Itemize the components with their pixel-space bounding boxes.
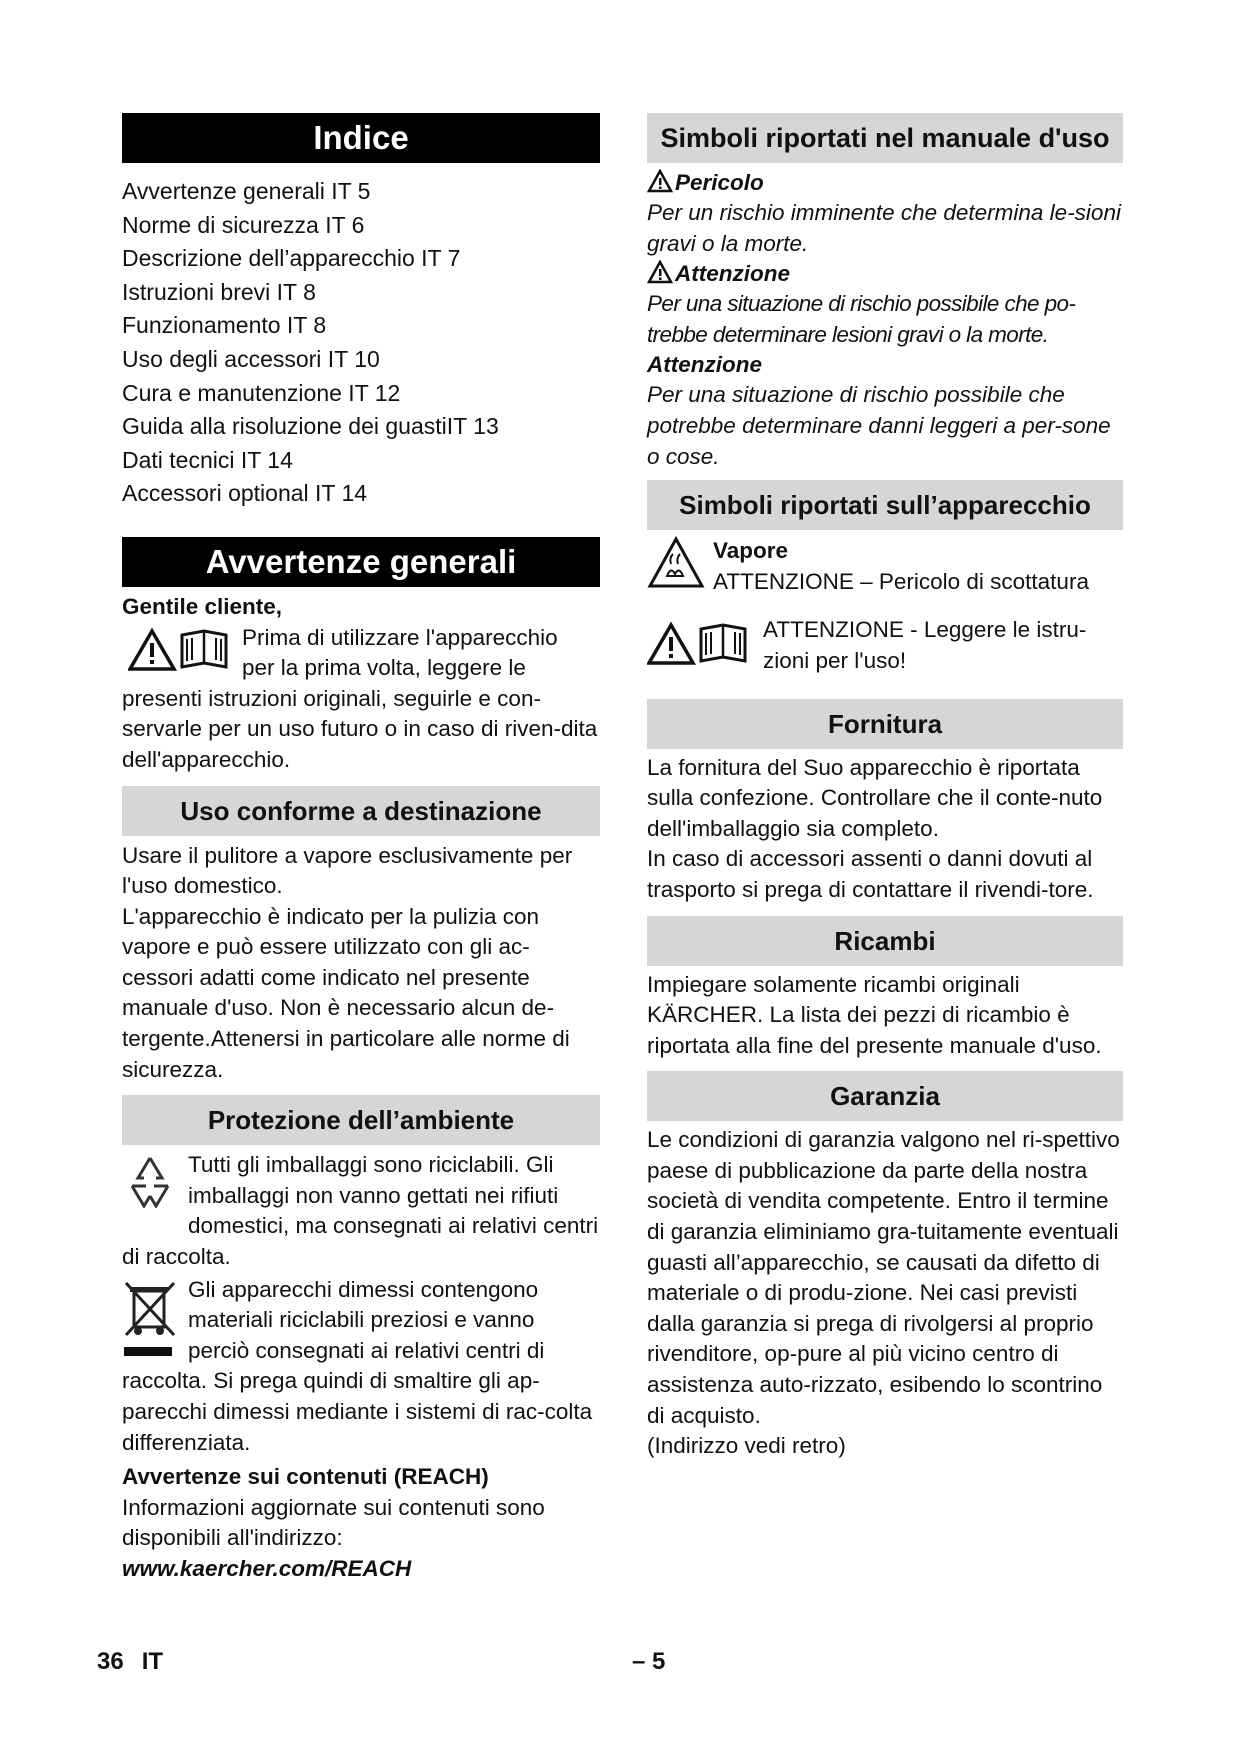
read-manual-symbol-row: [647, 615, 1123, 676]
supply-heading: Fornitura: [647, 699, 1123, 749]
general-intro: [122, 623, 600, 684]
toc-heading: Indice: [122, 113, 600, 163]
warranty-heading: Garanzia: [647, 1071, 1123, 1121]
weee-text: Gli apparecchi dimessi contengono materiali riciclabili preziosi e vanno perciò consegnati ai relativi centri di raccolta. Si prega quindi di smaltire gli ap-parecchi dimessi mediante i sistemi di rac-colta differenziata.: [122, 1276, 593, 1455]
intro-text: presenti istruzioni originali, seguirle e con-servarle per un uso futuro o in caso di riven-dita dell'apparecchio.: [122, 685, 598, 772]
toc-list: [122, 175, 600, 511]
reach-heading: Avvertenze sui contenuti (REACH): [122, 1464, 489, 1490]
right-column: [647, 113, 1123, 1462]
steam-symbol-row: [647, 536, 1123, 597]
recycle-icon: [122, 1152, 178, 1213]
general-heading: Avvertenze generali: [122, 537, 600, 587]
danger-text: Per un rischio imminente che determina le-sioni gravi o la morte.: [647, 200, 1121, 256]
recycle-text: Tutti gli imballaggi sono riciclabili. Gli imballaggi non vanno gettati nei rifiuti domestici, ma consegnati ai relativi centri di raccolta.: [122, 1152, 599, 1270]
toc-item[interactable]: Descrizione dell’apparecchio IT 7: [122, 245, 461, 272]
reach-text: Informazioni aggiornate sui contenuti sono disponibili all'indirizzo:: [122, 1494, 545, 1551]
intended-use-p2: L'apparecchio è indicato per la pulizia con vapore e può essere utilizzato con gli ac-cessori adatti come indicato nel presente manuale d'uso. Non è necessario alcun de-tergente.Attenersi in particolare alle norme di sicurezza.: [122, 903, 570, 1082]
toc-item[interactable]: Istruzioni brevi IT 8: [122, 278, 316, 305]
warning-triangle-icon: [647, 260, 673, 284]
read-manual-text: ATTENZIONE - Leggere le istru-zioni per l'uso!: [763, 617, 1087, 673]
toc-item[interactable]: Dati tecnici IT 14: [122, 446, 293, 473]
symbols-device-heading: Simboli riportati sull’apparecchio: [647, 480, 1123, 530]
toc-item[interactable]: Cura e manutenzione IT 12: [122, 379, 401, 406]
supply-p2: In caso di accessori assenti o danni dovuti al trasporto si prega di contattare il rivendi-tore.: [647, 846, 1094, 902]
intended-use-p1: Usare il pulitore a vapore esclusivamente per l'uso domestico.: [122, 842, 573, 899]
intended-use-heading: Uso conforme a destinazione: [122, 786, 600, 836]
spares-p1: Impiegare solamente ricambi originali KÄRCHER. La lista dei pezzi di ricambio è riportata alla fine del presente manuale d'uso.: [647, 971, 1102, 1058]
language-code: IT: [141, 1648, 164, 1675]
left-column: [122, 113, 600, 1585]
crossed-bin-icon: [122, 1279, 178, 1366]
section-page-number: – 5: [632, 1648, 666, 1675]
danger-label-line: [647, 168, 1123, 198]
recycle-block: [122, 1150, 600, 1272]
intro-line-1: Prima di utilizzare l'apparecchio: [242, 624, 558, 650]
warning-text: Per una situazione di rischio possibile che po-trebbe determinare lesioni gravi o la morte.: [647, 291, 1076, 347]
warning-label: Attenzione: [675, 261, 790, 287]
greeting: Gentile cliente,: [122, 593, 283, 619]
warning-label-line: [647, 259, 1123, 289]
danger-label: Pericolo: [675, 170, 764, 195]
warning-triangle-icon: [647, 169, 673, 193]
steam-text: ATTENZIONE – Pericolo di scottatura: [713, 568, 1089, 594]
hot-steam-warning-icon: [647, 536, 705, 595]
spares-heading: Ricambi: [647, 916, 1123, 966]
toc-item[interactable]: Funzionamento IT 8: [122, 312, 327, 339]
warning-read-manual-icon: [647, 621, 751, 672]
toc-item[interactable]: Accessori optional IT 14: [122, 480, 368, 507]
toc-item[interactable]: Norme di sicurezza IT 6: [122, 211, 365, 238]
caution-text: Per una situazione di rischio possibile che potrebbe determinare danni leggeri a per-sone o cose.: [647, 382, 1111, 469]
warranty-p1: Le condizioni di garanzia valgono nel ri-spettivo paese di pubblicazione da parte della nostra società di vendita competente. Entro il termine di garanzia eliminiamo gra-tuitamente eventuali guasti all’apparecchio, se causati da difetto di materiale o di produ-zione. Nei casi previsti dalla garanzia si prega di rivolgersi al proprio rivenditore, op-pure al più vicino centro di assistenza auto-rizzato, esibendo lo scontrino di acquisto.: [647, 1127, 1120, 1428]
warning-read-manual-icon: [128, 627, 232, 678]
supply-p1: La fornitura del Suo apparecchio è riportata sulla confezione. Controllare che il conte-nuto dell'imballaggio sia completo.: [647, 754, 1103, 841]
toc-item[interactable]: Avvertenze generali IT 5: [122, 178, 371, 204]
warranty-p2: (Indirizzo vedi retro): [647, 1433, 846, 1459]
environment-heading: Protezione dell’ambiente: [122, 1095, 600, 1145]
toc-item[interactable]: Uso degli accessori IT 10: [122, 345, 380, 372]
page-footer-left: [97, 1648, 181, 1676]
toc-item[interactable]: Guida alla risoluzione dei guastiIT 13: [122, 413, 499, 440]
weee-block: [122, 1275, 600, 1459]
steam-label: Vapore: [713, 538, 789, 564]
page-number: 36: [97, 1648, 124, 1675]
steam-symbol-text: [713, 536, 1089, 597]
intro-line-2: per la prima volta, leggere le: [242, 655, 526, 681]
symbols-manual-heading: Simboli riportati nel manuale d'uso: [647, 113, 1123, 163]
caution-label: Attenzione: [647, 352, 762, 378]
reach-link[interactable]: www.kaercher.com/REACH: [122, 1555, 412, 1581]
